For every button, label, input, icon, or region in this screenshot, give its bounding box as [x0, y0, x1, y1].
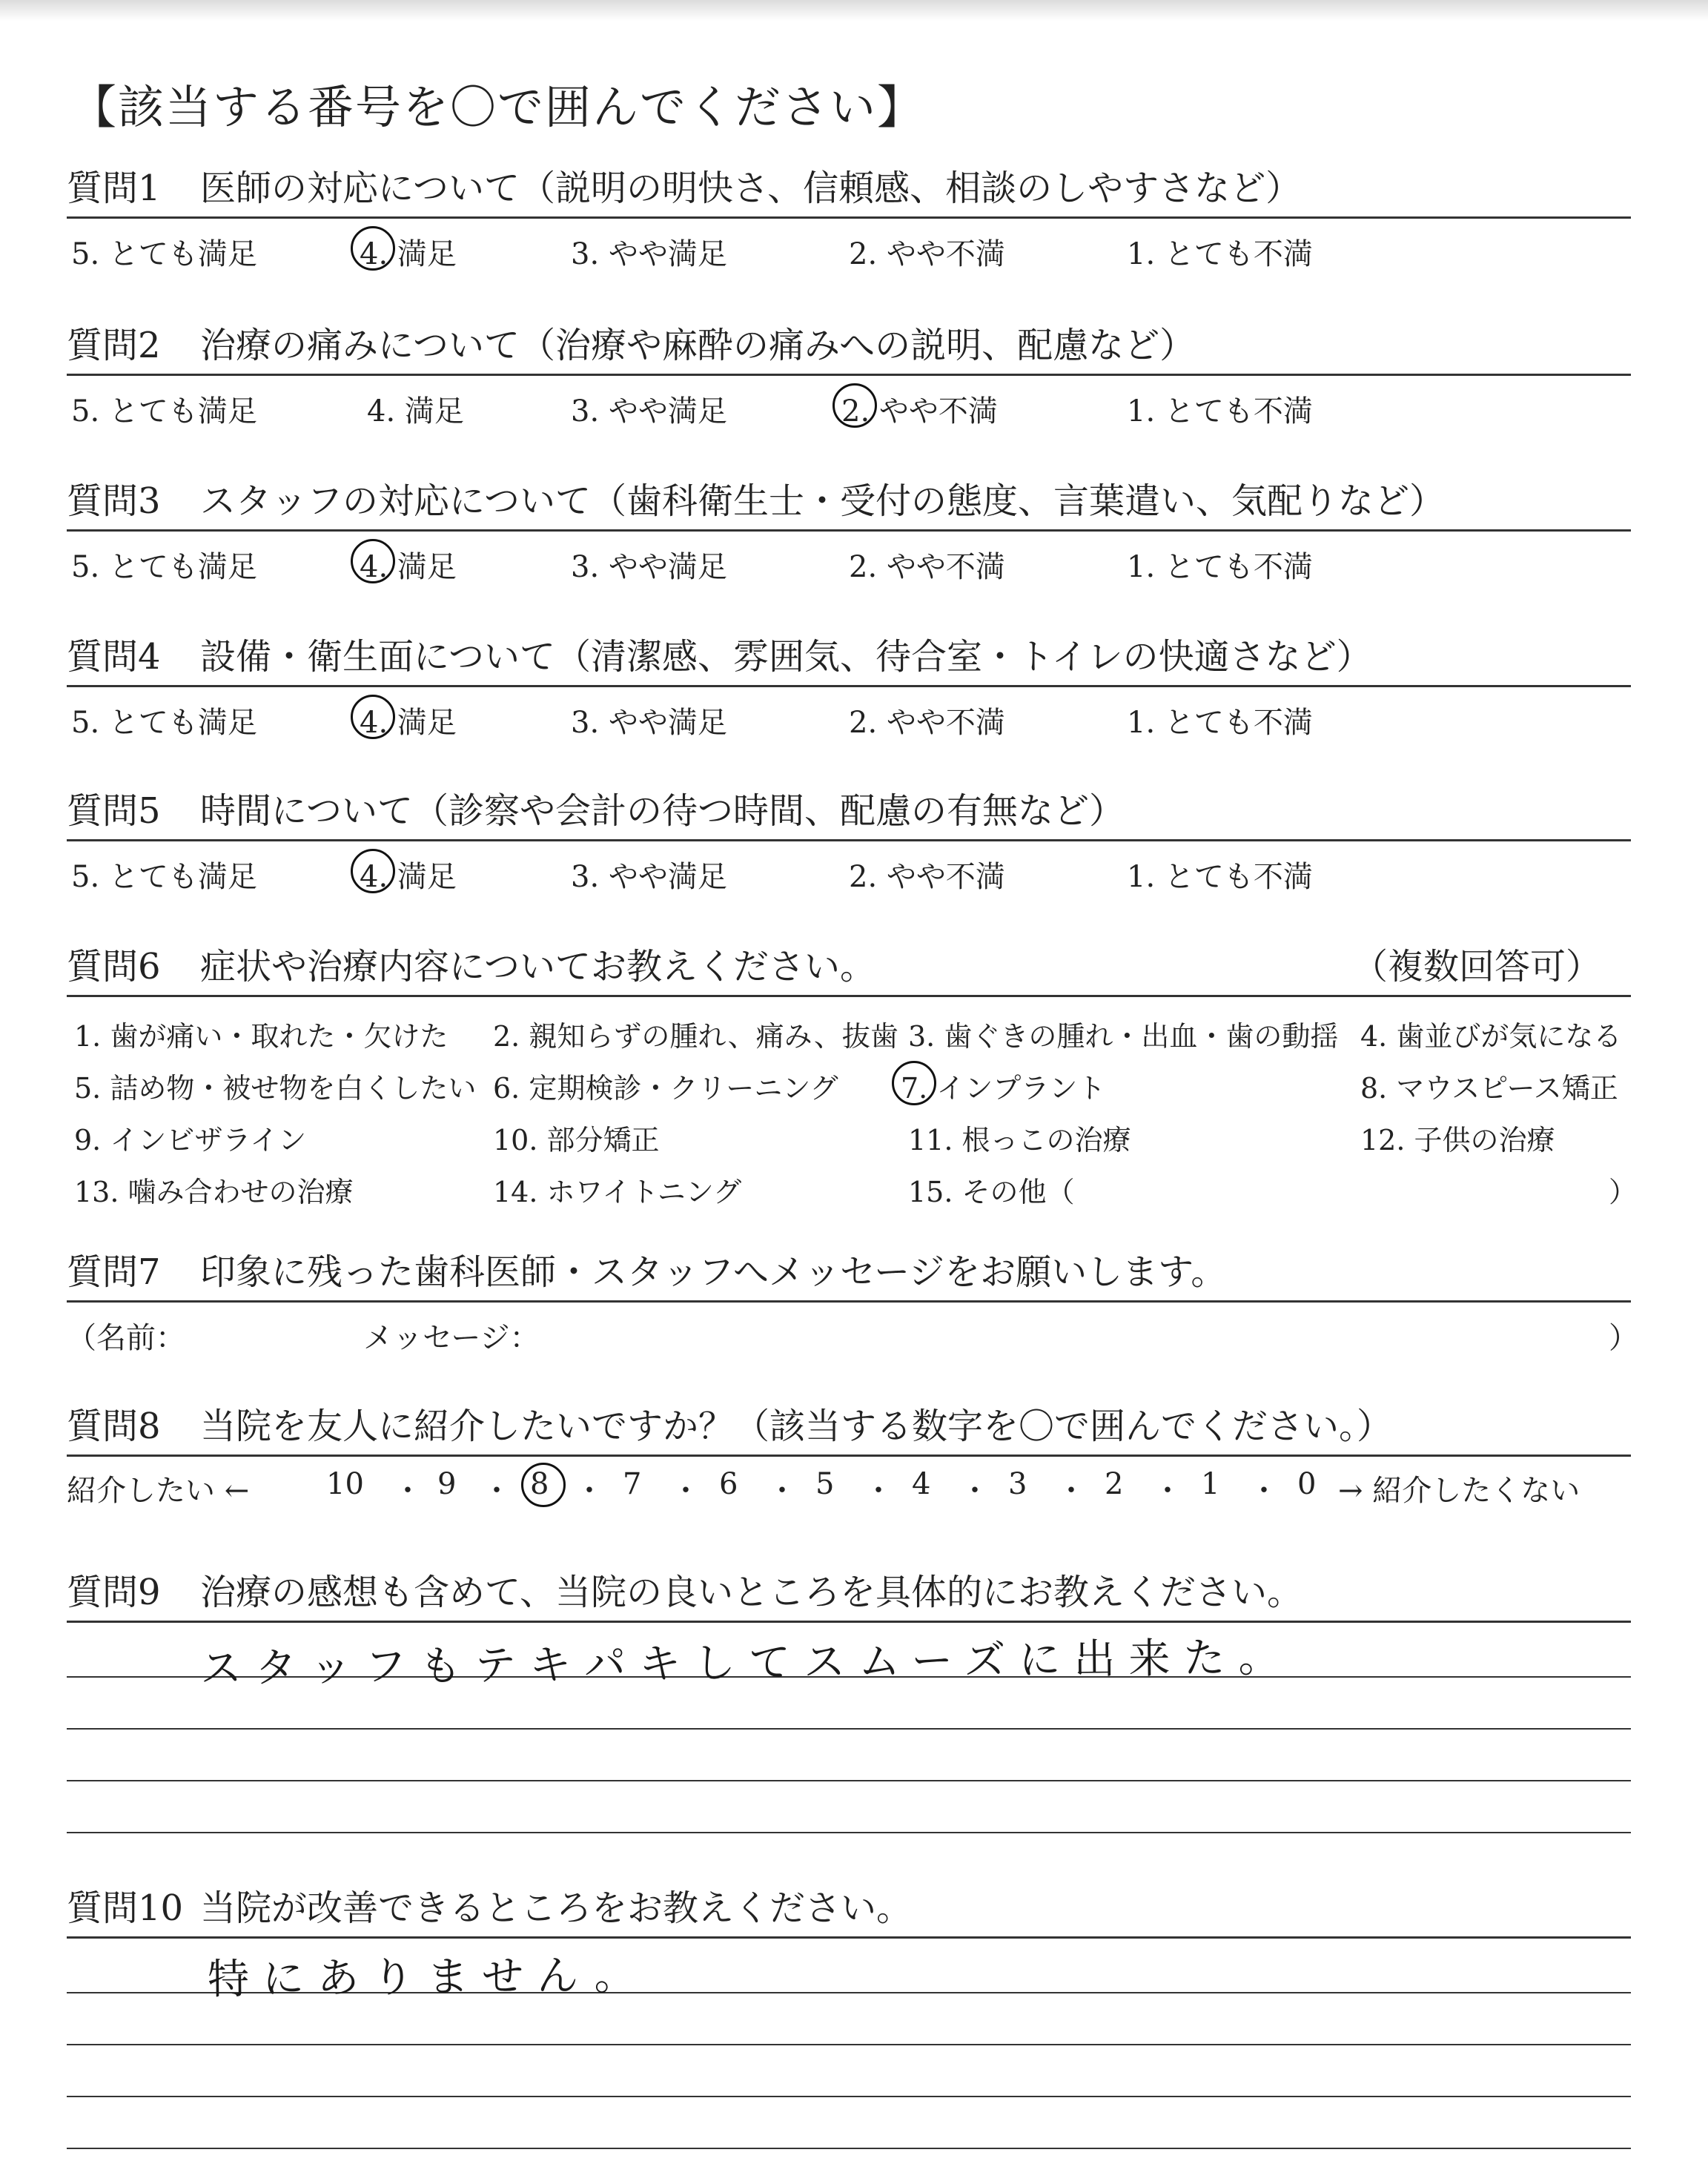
treatment-option-other[interactable]: 15. その他（: [908, 1176, 1075, 1208]
question-text: 時間について（診察や会計の待つ時間、配慮の有無など）: [200, 790, 1125, 832]
treatment-option[interactable]: 11. 根っこの治療: [908, 1124, 1131, 1156]
answer-line: [67, 1832, 1631, 1833]
question-header: [67, 1245, 1631, 1303]
rating-option-1[interactable]: 1. とても不満: [1127, 237, 1313, 271]
question-text: スタッフの対応について（歯科衛生士・受付の態度、言葉遣い、気配りなど）: [200, 480, 1446, 522]
question-header: [67, 784, 1631, 841]
recommend-scale: [67, 1457, 1631, 1509]
rating-option-2[interactable]: 2. やや不満: [849, 550, 1005, 584]
scale-value[interactable]: 5: [815, 1467, 835, 1501]
treatment-option[interactable]: 10. 部分矯正: [493, 1124, 660, 1156]
question-number: 質問6: [67, 946, 161, 987]
rating-option-5[interactable]: 5. とても満足: [71, 706, 257, 740]
question-text: 治療の感想も含めて、当院の良いところを具体的にお教えください。: [200, 1572, 1303, 1613]
handwritten-answer: スタッフもテキパキしてスムーズに出来た。: [199, 1633, 1294, 1693]
rating-option-4-selected[interactable]: 4. 満足: [360, 231, 457, 273]
rating-option-1[interactable]: 1. とても不満: [1127, 550, 1313, 584]
rating-option-5[interactable]: 5. とても満足: [71, 550, 257, 584]
question-text: 治療の痛みについて（治療や麻酔の痛みへの説明、配慮など）: [200, 325, 1196, 366]
question-2: [67, 319, 1631, 428]
scale-right-label: → 紹介したくない: [1338, 1474, 1580, 1508]
scale-left-label: 紹介したい ←: [67, 1474, 250, 1508]
treatment-option[interactable]: 9. インビザライン: [74, 1124, 307, 1156]
question-7: [67, 1245, 1638, 1355]
rating-option-2[interactable]: 2. やや不満: [849, 706, 1005, 740]
answer-lines: [67, 1623, 1631, 1845]
scale-value[interactable]: 4: [912, 1467, 931, 1501]
message-row: [67, 1303, 1638, 1355]
rating-option-2[interactable]: 2. やや不満: [849, 860, 1005, 894]
rating-option-3[interactable]: 3. やや満足: [571, 394, 727, 428]
rating-options: [67, 532, 1631, 583]
scale-value[interactable]: 1: [1201, 1467, 1220, 1501]
other-close-paren: ）: [1609, 1176, 1638, 1208]
question-text: 医師の対応について（説明の明快さ、信頼感、相談のしやすさなど）: [200, 168, 1302, 209]
rating-options: [67, 376, 1631, 428]
scale-value-selected[interactable]: 8: [530, 1467, 549, 1501]
treatment-option[interactable]: 4. 歯並びが気になる: [1360, 1020, 1622, 1053]
scale-value[interactable]: 3: [1008, 1467, 1027, 1501]
treatment-option[interactable]: 1. 歯が痛い・取れた・欠けた: [74, 1020, 448, 1053]
scale-value[interactable]: 6: [719, 1467, 738, 1501]
question-header: [67, 1400, 1631, 1457]
question-header: [67, 162, 1631, 219]
rating-option-4-selected[interactable]: 4. 満足: [360, 853, 457, 896]
rating-option-4-selected[interactable]: 4. 満足: [360, 699, 457, 741]
question-text: 症状や治療内容についてお教えください。: [200, 946, 876, 987]
treatment-option[interactable]: 12. 子供の治療: [1360, 1124, 1555, 1156]
treatment-option[interactable]: 6. 定期検診・クリーニング: [493, 1072, 838, 1105]
question-number: 質問8: [67, 1406, 161, 1447]
rating-option-1[interactable]: 1. とても不満: [1127, 394, 1313, 428]
page-title: 【該当する番号を〇で囲んでください】: [70, 80, 925, 134]
question-8: [67, 1400, 1631, 1509]
question-text: 印象に残った歯科医師・スタッフへメッセージをお願いします。: [200, 1251, 1227, 1293]
treatment-option[interactable]: 3. 歯ぐきの腫れ・出血・歯の動揺: [908, 1020, 1339, 1053]
scale-value[interactable]: 9: [437, 1467, 457, 1501]
answer-lines: [67, 1939, 1631, 2161]
rating-option-4[interactable]: 4. 満足: [367, 394, 464, 428]
question-header: [67, 1566, 1631, 1623]
answer-line: [67, 1728, 1631, 1730]
question-6: [67, 940, 1638, 1212]
rating-option-5[interactable]: 5. とても満足: [71, 237, 257, 271]
rating-option-5[interactable]: 5. とても満足: [71, 860, 257, 894]
rating-option-2-selected[interactable]: 2. やや不満: [841, 388, 998, 430]
treatment-option[interactable]: 2. 親知らずの腫れ、痛み、抜歯: [493, 1020, 898, 1053]
question-text: 当院を友人に紹介したいですか？（該当する数字を〇で囲んでください。）: [200, 1406, 1393, 1447]
question-number: 質問4: [67, 636, 161, 678]
question-number: 質問5: [67, 790, 161, 832]
scale-dot: ・: [575, 1474, 604, 1508]
question-5: [67, 784, 1631, 893]
question-number: 質問3: [67, 480, 161, 522]
answer-line: [67, 2044, 1631, 2045]
scale-dot: ・: [1056, 1474, 1086, 1508]
rating-option-3[interactable]: 3. やや満足: [571, 550, 727, 584]
scale-dot: ・: [393, 1474, 423, 1508]
rating-options: [67, 219, 1631, 271]
scale-dot: ・: [482, 1474, 512, 1508]
question-1: [67, 162, 1631, 271]
treatment-options: [67, 997, 1638, 1212]
scale-value[interactable]: 7: [623, 1467, 642, 1501]
answer-line: [67, 1780, 1631, 1781]
scale-value[interactable]: 10: [326, 1467, 364, 1501]
rating-option-3[interactable]: 3. やや満足: [571, 706, 727, 740]
treatment-option-selected[interactable]: 7. インプラント: [901, 1065, 1105, 1106]
treatment-option[interactable]: 5. 詰め物・被せ物を白くしたい: [74, 1072, 477, 1105]
answer-line: [67, 2148, 1631, 2149]
treatment-option[interactable]: 13. 噛み合わせの治療: [74, 1176, 354, 1208]
rating-option-1[interactable]: 1. とても不満: [1127, 860, 1313, 894]
treatment-option[interactable]: 14. ホワイトニング: [493, 1176, 742, 1208]
question-text: 当院が改善できるところをお教えください。: [200, 1887, 913, 1929]
question-number: 質問1: [67, 168, 161, 209]
rating-option-3[interactable]: 3. やや満足: [571, 237, 727, 271]
rating-option-5[interactable]: 5. とても満足: [71, 394, 257, 428]
answer-line: [67, 2096, 1631, 2097]
message-close-paren: ）: [1609, 1321, 1638, 1355]
rating-option-3[interactable]: 3. やや満足: [571, 860, 727, 894]
question-header: [67, 1882, 1631, 1939]
question-number: 質問10: [67, 1887, 184, 1929]
question-9: [67, 1566, 1631, 1845]
scale-dot: ・: [960, 1474, 990, 1508]
scale-dot: ・: [671, 1474, 701, 1508]
scale-dot: ・: [1249, 1474, 1279, 1508]
rating-options: [67, 687, 1631, 739]
question-3: [67, 474, 1631, 583]
message-label: メッセージ：: [363, 1321, 540, 1355]
question-number: 質問7: [67, 1251, 161, 1293]
rating-option-4-selected[interactable]: 4. 満足: [360, 543, 457, 586]
rating-option-2[interactable]: 2. やや不満: [849, 237, 1005, 271]
question-header: [67, 940, 1631, 997]
question-number: 質問9: [67, 1572, 161, 1613]
name-label: （名前：: [67, 1321, 185, 1355]
question-4: [67, 630, 1631, 739]
scale-dot: ・: [767, 1474, 797, 1508]
scale-value[interactable]: 2: [1105, 1467, 1124, 1501]
question-number: 質問2: [67, 325, 161, 366]
scale-value[interactable]: 0: [1297, 1467, 1317, 1501]
question-header: [67, 630, 1631, 687]
rating-option-1[interactable]: 1. とても不満: [1127, 706, 1313, 740]
treatment-option[interactable]: 8. マウスピース矯正: [1360, 1072, 1618, 1105]
question-header: [67, 474, 1631, 532]
question-text: 設備・衛生面について（清潔感、雰囲気、待合室・トイレの快適さなど）: [200, 636, 1372, 678]
multiple-answers-note: （複数回答可）: [1351, 946, 1601, 987]
scale-dot: ・: [1153, 1474, 1182, 1508]
handwritten-answer: 特にありません。: [207, 1950, 649, 2005]
question-header: [67, 319, 1631, 376]
rating-options: [67, 841, 1631, 893]
question-10: [67, 1882, 1631, 2161]
scale-dot: ・: [864, 1474, 893, 1508]
scan-top-edge: [0, 0, 1708, 21]
